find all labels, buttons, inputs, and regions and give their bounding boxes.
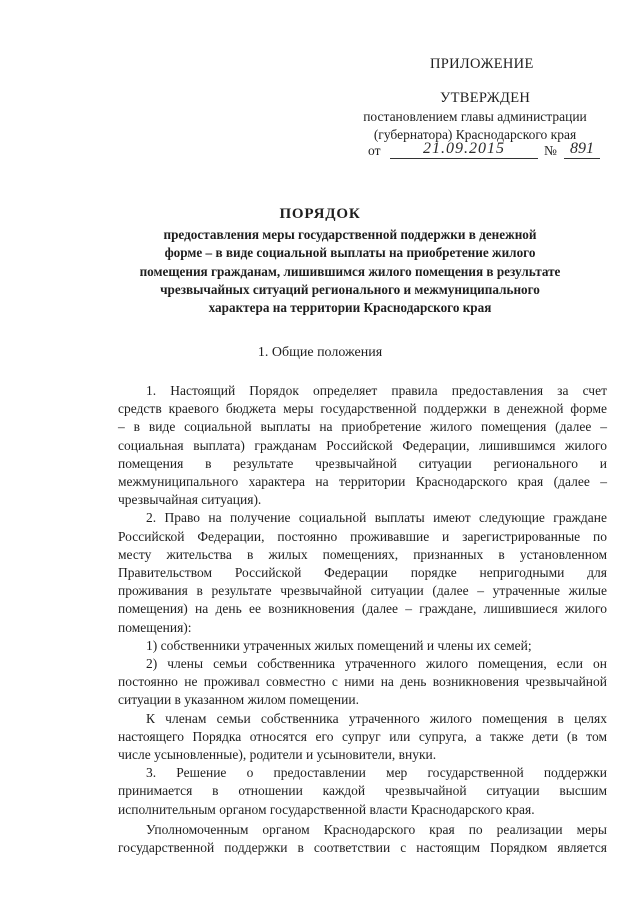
text-line: – в виде социальной выплаты на приобретение жилого помещения (далее – xyxy=(118,419,607,435)
paragraph-authorized-body xyxy=(118,821,607,857)
text-line: месту жительства в жилых помещениях, признанных в установленном xyxy=(118,546,607,562)
text-line: числе усыновленные), родители и усыновители, внуки. xyxy=(118,747,437,763)
text-line: исполнительным органом государственной власти Краснодарского края. xyxy=(118,801,535,817)
text-line: помещения) на день ее возникновения (далее – граждане, лишившиеся жилого xyxy=(118,601,607,617)
paragraph-family xyxy=(118,710,607,765)
text-line: межмуниципального характера на территории Краснодарского края (далее – xyxy=(118,474,607,490)
paragraph-2 xyxy=(118,509,607,636)
text-line: 2. Право на получение социальной выплаты имеют следующие граждане xyxy=(146,510,607,526)
text-line: помещения в результате чрезвычайной ситуации регионального и xyxy=(118,455,607,471)
approved-by-text xyxy=(352,108,598,144)
text-line: принимается в отношении каждой чрезвычайной ситуации высшим xyxy=(118,783,607,799)
subtitle-line: помещения гражданам, лишившимся жилого помещения в результате xyxy=(139,263,561,279)
text-line: ситуации в указанном жилом помещении. xyxy=(118,692,359,708)
document-body xyxy=(118,382,607,857)
text-line: проживания в результате чрезвычайной ситуации (далее – утраченные жилые xyxy=(118,583,607,599)
text-line: средств краевого бюджета меры государственной поддержки в денежной форме xyxy=(118,401,607,417)
text-line: настоящего Порядка относятся его супруг или супруга, а также дети (в том xyxy=(118,728,607,744)
handwritten-number: 891 xyxy=(564,140,600,159)
list-item-2 xyxy=(118,655,607,710)
approved-by-line: (губернатора) Краснодарского края xyxy=(373,127,577,142)
list-item-1 xyxy=(118,637,607,655)
text-line: Уполномоченным органом Краснодарского края по реализации меры xyxy=(146,821,607,837)
subtitle-line: характера на территории Краснодарского края xyxy=(208,300,492,316)
appendix-label: ПРИЛОЖЕНИЕ xyxy=(430,56,534,72)
number-label: № xyxy=(544,143,557,158)
paragraph-3 xyxy=(118,764,607,819)
text-line: 1) собственники утраченных жилых помещений и члены их семей; xyxy=(146,637,532,653)
text-line: социальная выплата) гражданам Российской Федерации, лишившимся жилого xyxy=(118,437,607,453)
text-line: Российской Федерации, постоянно проживавшие и зарегистрированные по xyxy=(118,528,607,544)
text-line: 1. Настоящий Порядок определяет правила предоставления за счет xyxy=(146,383,607,398)
approved-label: УТВЕРЖДЕН xyxy=(440,90,531,106)
approved-by-line: постановлением главы администрации xyxy=(363,109,587,124)
handwritten-date: 21.09.2015 xyxy=(390,140,538,159)
approval-date-line xyxy=(368,140,600,161)
document-subtitle xyxy=(126,226,574,317)
section-heading: 1. Общие положения xyxy=(257,345,383,360)
text-line: 3. Решение о предоставлении мер государственной поддержки xyxy=(146,765,607,781)
text-line: Правительством Российской Федерации порядке непригодными для xyxy=(118,565,607,581)
subtitle-line: предоставления меры государственной поддержки в денежной xyxy=(163,227,537,242)
document-title: ПОРЯДОК xyxy=(279,206,361,222)
subtitle-line: форме – в виде социальной выплаты на приобретение жилого xyxy=(164,245,536,261)
date-prefix: от xyxy=(368,143,381,158)
paragraph-1 xyxy=(118,382,607,509)
text-line: постоянно не проживал совместно с ними на день возникновения чрезвычайной xyxy=(118,674,607,690)
text-line: чрезвычайная ситуация). xyxy=(118,492,262,508)
text-line: 2) члены семьи собственника утраченного жилого помещения, если он xyxy=(146,656,607,672)
text-line: государственной поддержки в соответствии с настоящим Порядком является xyxy=(118,840,607,856)
text-line: помещения): xyxy=(118,619,192,635)
text-line: К членам семьи собственника утраченного жилого помещения в целях xyxy=(146,710,607,726)
subtitle-line: чрезвычайных ситуаций регионального и межмуниципального xyxy=(160,281,540,297)
